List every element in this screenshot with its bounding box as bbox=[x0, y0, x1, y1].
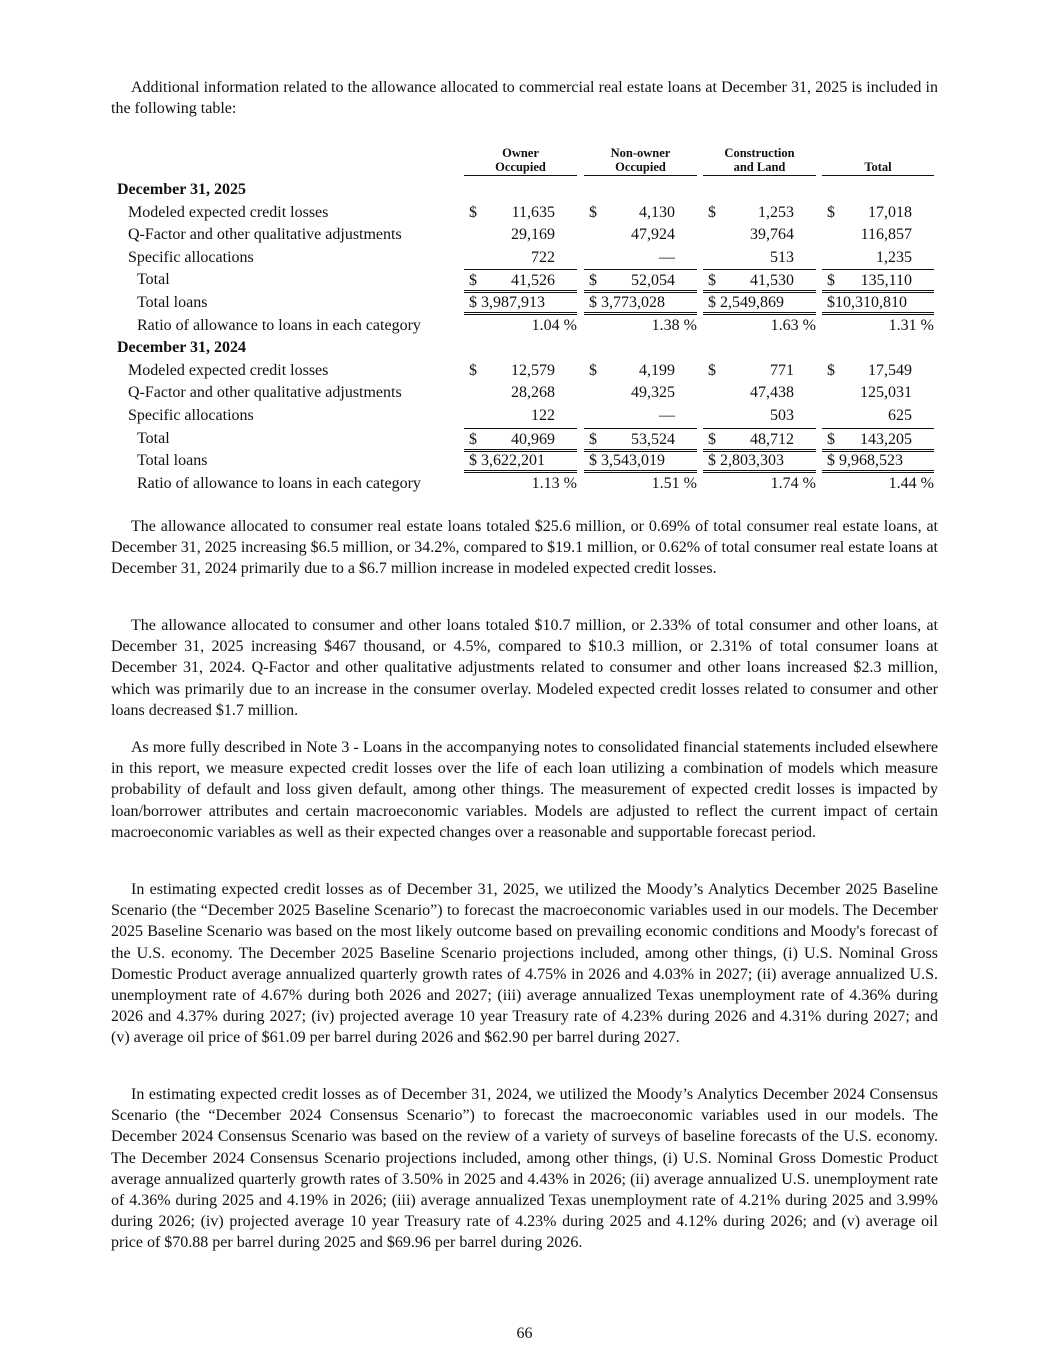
cell-value: $ 2,803,303 bbox=[708, 452, 784, 470]
cell-value: 125,031 bbox=[860, 384, 912, 402]
cell-value: 1.63 % bbox=[770, 316, 816, 334]
cell-value: 17,018 bbox=[868, 203, 912, 221]
currency-symbol: $ bbox=[827, 361, 835, 379]
cell-value: 28,268 bbox=[511, 384, 555, 402]
col-header-non-owner-occupied: Non-owner Occupied bbox=[584, 146, 697, 176]
section-heading bbox=[111, 337, 938, 360]
table-cell bbox=[703, 428, 816, 452]
table-row-ratio bbox=[111, 315, 938, 338]
currency-symbol: $ bbox=[469, 272, 477, 290]
cell-value: $ 3,543,019 bbox=[589, 452, 665, 470]
col-header-owner-occupied: Owner Occupied bbox=[464, 146, 577, 176]
cell-value: 625 bbox=[888, 407, 912, 424]
cell-value: 1.74 % bbox=[770, 474, 816, 492]
table-cell bbox=[464, 202, 577, 225]
table-cell bbox=[464, 292, 577, 315]
intro-paragraph: Additional information related to the allowance allocated to commercial real estate loans at December 31, 2025 is included in the following table: bbox=[111, 79, 938, 118]
table-cell bbox=[464, 382, 577, 405]
paragraph-2024-consensus-scenario: In estimating expected credit losses as of December 31, 2024, we utilized the Moody’s Analytics December 2024 Consensus Scenario (the “December 2024 Consensus Scenario”) to forecast the macroeconomic variables used in our models. The December 2024 Consensus Scenario was based on the review of a variety of surveys of baseline forecasts of the U.S. economy. The December 2024 Consensus Scenario projections included, among other things, (i) U.S. Nominal Gross Domestic Product average annualized quarterly growth rates of 3.50% in 2025 and 4.43% in 2026; (ii) average annualized U.S. unemployment rate of 4.36% during 2025 and 4.19% in 2026; (iii) average annualized Texas unemployment rate of 4.21% during 2025 and 3.99% during 2026; (iv) projected average 10 year Treasury rate of 4.23% during 2025 and 4.12% during 2026; and (v) average oil price of $70.88 per barrel during 2025 and $69.96 per barrel during 2026. bbox=[111, 1086, 938, 1252]
currency-symbol: $ bbox=[589, 203, 597, 221]
table-cell bbox=[703, 382, 816, 405]
paragraph-consumer-and-other: The allowance allocated to consumer and other loans totaled $10.7 million, or 2.33% of total consumer and other loans, at December 31, 2025 increasing $467 thousand, or 4.5%, compared to $10.3 million, or 2.31% of total consumer loans at December 31, 2024. Q-Factor and other qualitative adjustments related to consumer and other loans increased $2.3 million, which was primarily due to an increase in the consumer overlay. Modeled expected credit losses related to consumer and other loans decreased $1.7 million. bbox=[111, 617, 938, 719]
table-cell bbox=[584, 247, 697, 270]
table-cell bbox=[822, 382, 934, 405]
currency-symbol: $ bbox=[469, 203, 477, 221]
currency-symbol: $ bbox=[827, 203, 835, 221]
table-cell bbox=[464, 405, 577, 428]
cell-value: 503 bbox=[770, 407, 794, 424]
table-cell bbox=[584, 428, 697, 452]
currency-symbol: $ bbox=[708, 272, 716, 290]
table-cell bbox=[584, 292, 697, 315]
table-cell bbox=[464, 428, 577, 452]
row-label: Total loans bbox=[137, 452, 208, 470]
table-cell bbox=[584, 202, 697, 225]
table-row-total bbox=[111, 428, 938, 451]
cell-value: 143,205 bbox=[860, 430, 912, 448]
row-label: Ratio of allowance to loans in each category bbox=[137, 474, 421, 492]
cell-value: $ 3,622,201 bbox=[469, 452, 545, 470]
page-number: 66 bbox=[516, 1325, 533, 1342]
paragraph-credit-loss-models: As more fully described in Note 3 - Loans in the accompanying notes to consolidated financial statements included elsewhere in this report, we measure expected credit losses over the life of each loan utilizing a combination of models which measure probability of default and loss given default, among other things. The measurement of expected credit losses is impacted by loan/borrower attributes and certain macroeconomic variables. Models are adjusted to reflect the current impact of certain macroeconomic variables as well as their expected changes over a reasonable and supportable forecast period. bbox=[111, 739, 938, 841]
table-cell bbox=[703, 315, 816, 338]
cell-value: $ 9,968,523 bbox=[827, 452, 903, 470]
table-cell bbox=[822, 247, 934, 270]
cell-value: $ 3,987,913 bbox=[469, 294, 545, 311]
cell-value: 48,712 bbox=[750, 430, 794, 448]
currency-symbol: $ bbox=[589, 430, 597, 448]
table-cell bbox=[822, 224, 934, 247]
cell-value: 11,635 bbox=[511, 203, 555, 221]
cell-value: 1,253 bbox=[758, 203, 794, 221]
table-row-modeled bbox=[111, 360, 938, 383]
cell-value: 40,969 bbox=[511, 430, 555, 448]
table-row-modeled bbox=[111, 202, 938, 225]
cell-value: — bbox=[659, 407, 675, 424]
table-row-total bbox=[111, 269, 938, 292]
cell-value: 135,110 bbox=[860, 272, 912, 290]
paragraph-consumer-real-estate: The allowance allocated to consumer real estate loans totaled $25.6 million, or 0.69% of total consumer real estate loans, at December 31, 2025 increasing $6.5 million, or 34.2%, compared to $19.1 million, or 0.62% of total consumer real estate loans at December 31, 2024 primarily due to a $6.7 million increase in modeled expected credit losses. bbox=[111, 518, 938, 578]
cell-value: 12,579 bbox=[511, 361, 555, 379]
table-row-qfactor bbox=[111, 382, 938, 405]
paragraph-2025-baseline-scenario: In estimating expected credit losses as of December 31, 2025, we utilized the Moody’s Analytics December 2025 Baseline Scenario (the “December 2025 Baseline Scenario”) to forecast the macroeconomic variables used in our models. The December 2025 Baseline Scenario was based on the most likely outcome based on prevailing economic conditions and Moody's forecast of the U.S. economy. The December 2025 Baseline Scenario projections included, among other things, (i) U.S. Nominal Gross Domestic Product average annualized quarterly growth rates of 4.75% in 2026 and 4.03% in 2027; (ii) average annualized U.S. unemployment rate of 4.67% during both 2026 and 2027; (iii) average annualized Texas unemployment rate of 4.36% during 2026 and 4.37% during 2027; (iv) projected average 10 year Treasury rate of 4.23% during 2026 and 4.31% during 2027; and (v) average oil price of $61.09 per barrel during 2026 and $62.90 per barrel during 2027. bbox=[111, 881, 938, 1047]
cell-value: 1,235 bbox=[876, 248, 912, 266]
cell-value: 1.44 % bbox=[888, 474, 934, 492]
section-heading-label: December 31, 2025 bbox=[117, 181, 246, 198]
section-heading-label: December 31, 2024 bbox=[117, 339, 246, 357]
table-cell bbox=[584, 405, 697, 428]
table-cell bbox=[822, 315, 934, 338]
table-cell bbox=[703, 292, 816, 315]
currency-symbol: $ bbox=[708, 430, 716, 448]
table-cell bbox=[703, 224, 816, 247]
row-label: Q-Factor and other qualitative adjustments bbox=[128, 226, 402, 244]
table-cell bbox=[822, 269, 934, 293]
table-cell bbox=[464, 247, 577, 270]
row-label: Total bbox=[137, 429, 170, 447]
cell-value: 47,438 bbox=[750, 384, 794, 402]
table-cell bbox=[584, 269, 697, 293]
currency-symbol: $ bbox=[827, 272, 835, 290]
table-cell bbox=[703, 473, 816, 496]
table-cell bbox=[703, 360, 816, 383]
section-heading bbox=[111, 179, 938, 202]
cell-value: 1.31 % bbox=[888, 316, 934, 334]
table-cell bbox=[464, 315, 577, 338]
table-row-total-loans bbox=[111, 292, 938, 315]
cell-value: 1.51 % bbox=[651, 474, 697, 492]
cell-value: 4,130 bbox=[639, 203, 675, 221]
currency-symbol: $ bbox=[827, 430, 835, 448]
row-label: Specific allocations bbox=[128, 407, 254, 424]
cell-value: 47,924 bbox=[631, 226, 675, 244]
table-row-qfactor bbox=[111, 224, 938, 247]
table-cell bbox=[464, 473, 577, 496]
row-label: Specific allocations bbox=[128, 248, 254, 266]
cell-value: 17,549 bbox=[868, 361, 912, 379]
table-row-ratio bbox=[111, 473, 938, 496]
cell-value: 29,169 bbox=[511, 226, 555, 244]
cell-value: 122 bbox=[531, 407, 555, 424]
row-label: Ratio of allowance to loans in each category bbox=[137, 316, 421, 334]
table-row-total-loans bbox=[111, 450, 938, 473]
row-label: Modeled expected credit losses bbox=[128, 203, 329, 221]
cell-value: 722 bbox=[531, 248, 555, 266]
cell-value: — bbox=[659, 248, 675, 266]
table-cell bbox=[584, 450, 697, 473]
currency-symbol: $ bbox=[469, 430, 477, 448]
cell-value: $ 3,773,028 bbox=[589, 294, 665, 311]
cell-value: $10,310,810 bbox=[827, 294, 907, 311]
table-row-specific bbox=[111, 247, 938, 270]
currency-symbol: $ bbox=[589, 272, 597, 290]
table-cell bbox=[822, 405, 934, 428]
table-cell bbox=[822, 450, 934, 473]
table-cell bbox=[464, 360, 577, 383]
table-cell bbox=[822, 360, 934, 383]
table-row-specific bbox=[111, 405, 938, 428]
table-cell bbox=[584, 473, 697, 496]
cell-value: 116,857 bbox=[860, 226, 912, 244]
cell-value: 771 bbox=[770, 361, 794, 379]
table-cell bbox=[464, 269, 577, 293]
table-cell bbox=[703, 247, 816, 270]
row-label: Q-Factor and other qualitative adjustments bbox=[128, 384, 402, 402]
cell-value: 52,054 bbox=[631, 272, 675, 290]
currency-symbol: $ bbox=[469, 361, 477, 379]
table-cell bbox=[822, 202, 934, 225]
cell-value: 1.38 % bbox=[651, 316, 697, 334]
currency-symbol: $ bbox=[708, 361, 716, 379]
table-cell bbox=[584, 382, 697, 405]
table-cell bbox=[703, 405, 816, 428]
currency-symbol: $ bbox=[589, 361, 597, 379]
col-header-construction-and-land: Construction and Land bbox=[703, 146, 816, 176]
table-cell bbox=[703, 202, 816, 225]
table-cell bbox=[822, 428, 934, 452]
cell-value: 1.13 % bbox=[531, 474, 577, 492]
row-label: Total loans bbox=[137, 294, 208, 311]
table-cell bbox=[584, 360, 697, 383]
col-header-total: Total bbox=[822, 146, 934, 176]
cell-value: 4,199 bbox=[639, 361, 675, 379]
cell-value: 513 bbox=[770, 248, 794, 266]
cell-value: 53,524 bbox=[631, 430, 675, 448]
table-cell bbox=[464, 450, 577, 473]
table-cell bbox=[584, 224, 697, 247]
table-cell bbox=[464, 224, 577, 247]
table-cell bbox=[584, 315, 697, 338]
table-cell bbox=[703, 269, 816, 293]
cell-value: 1.04 % bbox=[531, 316, 577, 334]
table-cell bbox=[703, 450, 816, 473]
cell-value: 39,764 bbox=[750, 226, 794, 244]
cell-value: $ 2,549,869 bbox=[708, 294, 784, 311]
table-cell bbox=[822, 292, 934, 315]
row-label: Total bbox=[137, 271, 170, 289]
cell-value: 41,526 bbox=[511, 272, 555, 290]
cell-value: 49,325 bbox=[631, 384, 675, 402]
table-cell bbox=[822, 473, 934, 496]
cell-value: 41,530 bbox=[750, 272, 794, 290]
currency-symbol: $ bbox=[708, 203, 716, 221]
row-label: Modeled expected credit losses bbox=[128, 361, 329, 379]
